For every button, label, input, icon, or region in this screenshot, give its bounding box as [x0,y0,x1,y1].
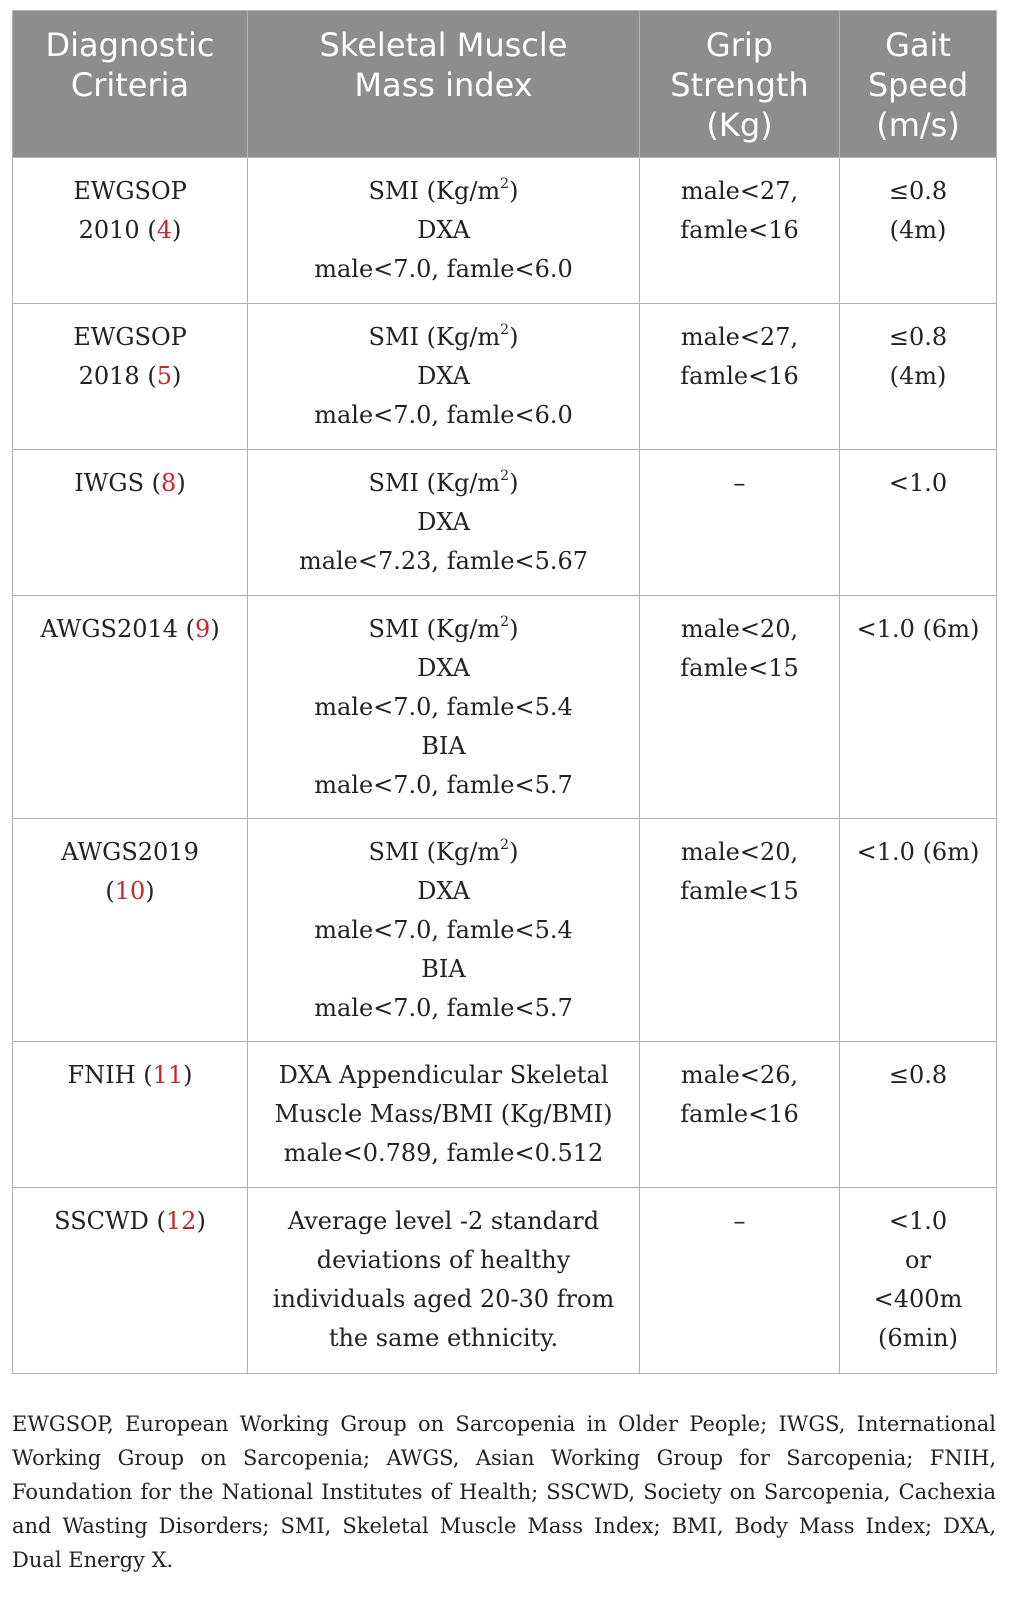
reference-link[interactable]: 9 [195,615,211,643]
diagnostic-criteria-table [12,10,997,1374]
smi-cell: SMI $(Kg/m^2)$ DXA male<7.0, famle<6.0 [248,304,640,450]
header-text: Gait [885,26,951,64]
gait-line: <1.0 (6m) [856,838,980,866]
smi-line: Muscle Mass/BMI (Kg/BMI) [274,1100,613,1128]
grip-line: famle<15 [680,654,799,682]
smi-line: SMI (Kg/m [368,615,501,643]
grip-cell [640,1042,840,1188]
smi-line: male<7.23, famle<5.67 [298,547,589,575]
smi-line: DXA [417,508,470,536]
criteria-cell: SSCWD (12) [13,1188,248,1374]
smi-line: male<7.0, famle<5.7 [314,771,573,799]
criteria-cell: FNIH (11) [13,1042,248,1188]
header-text: Diagnostic [45,26,215,64]
reference-link[interactable]: 4 [156,216,172,244]
gait-line: <1.0 [888,469,948,497]
table-row [13,304,997,450]
grip-line: – [733,469,746,497]
smi-cell [248,1042,640,1188]
smi-line: individuals aged 20-30 from [272,1285,615,1313]
criteria-cell: IWGS (8) [13,450,248,596]
grip-line: male<20, [680,615,799,643]
table-row [13,819,997,1042]
smi-line: DXA [417,362,470,390]
gait-line: <400m [873,1285,963,1313]
gait-cell [840,304,997,450]
grip-cell [640,450,840,596]
smi-line: SMI (Kg/m [368,177,501,205]
header-gait-speed [840,11,997,158]
smi-line: DXA [417,216,470,244]
grip-cell [640,819,840,1042]
superscript: 2 [500,837,510,853]
header-text: Mass index [354,66,533,104]
gait-line: <1.0 (6m) [856,615,980,643]
grip-cell [640,596,840,819]
smi-line: DXA [417,654,470,682]
criteria-cell: AWGS2014 (9) [13,596,248,819]
smi-line: male<7.0, famle<6.0 [314,255,573,283]
criteria-name: AWGS2019 [61,838,199,866]
smi-line: the same ethnicity. [328,1324,559,1352]
grip-cell [640,304,840,450]
grip-line: male<27, [680,323,799,351]
gait-line: (6min) [878,1324,958,1352]
criteria-cell: AWGS2019 (10) [13,819,248,1042]
table-footnote: EWGSOP, European Working Group on Sarcopenia in Older People; IWGS, International Working Group on Sarcopenia; AWGS, Asian Working Group for Sarcopenia; FNIH, Foundation for the National Institutes of Health; SSCWD, Society on Sarcopenia, Cachexia and Wasting Disorders; SMI, Skeletal Muscle Mass Index; BMI, Body Mass Index; DXA, Dual Energy X. [12,1412,996,1572]
table-row [13,1188,997,1374]
criteria-cell: EWGSOP 2010 (4) [13,158,248,304]
grip-line: famle<15 [680,877,799,905]
gait-line: <1.0 [888,1207,948,1235]
gait-cell [840,450,997,596]
table-row [13,1042,997,1188]
superscript: 2 [500,322,510,338]
reference-link[interactable]: 12 [165,1207,197,1235]
reference-link[interactable]: 8 [161,469,177,497]
gait-line: ≤0.8 [888,323,948,351]
gait-line: (4m) [889,216,947,244]
criteria-name: SSCWD [54,1207,149,1235]
gait-cell [840,819,997,1042]
criteria-name: AWGS2014 [40,615,179,643]
superscript: 2 [500,468,510,484]
gait-line: ≤0.8 [888,177,948,205]
criteria-name: IWGS [74,469,145,497]
smi-line: male<7.0, famle<5.7 [314,994,573,1022]
grip-line: – [733,1207,746,1235]
gait-line: ≤0.8 [888,1061,948,1089]
criteria-cell: EWGSOP 2018 (5) [13,304,248,450]
grip-line: famle<16 [680,1100,799,1128]
header-grip-strength [640,11,840,158]
gait-line: or [905,1246,931,1274]
criteria-name: FNIH [67,1061,136,1089]
smi-line: male<7.0, famle<5.4 [314,916,573,944]
smi-cell: SMI $(Kg/m^2)$ DXA male<7.0, famle<5.4 BIA male<7.0, famle<5.7 [248,596,640,819]
table-row [13,596,997,819]
smi-line: DXA [417,877,470,905]
header-text: (Kg) [706,106,773,144]
smi-line: SMI (Kg/m [368,323,501,351]
criteria-year: 2018 [78,362,140,390]
smi-line: SMI (Kg/m [368,469,501,497]
superscript: 2 [500,614,510,630]
smi-line: male<7.0, famle<6.0 [314,401,573,429]
grip-line: male<26, [680,1061,799,1089]
header-text: Skeletal Muscle [319,26,568,64]
grip-line: famle<16 [680,362,799,390]
smi-line: Average level -2 standard [287,1207,600,1235]
smi-cell: SMI $(Kg/m^2)$ DXA male<7.0, famle<5.4 BIA male<7.0, famle<5.7 [248,819,640,1042]
reference-link[interactable]: 10 [114,877,146,905]
gait-cell [840,1188,997,1374]
header-text: (m/s) [876,106,960,144]
criteria-name: EWGSOP [73,177,187,205]
grip-line: famle<16 [680,216,799,244]
criteria-name: EWGSOP [73,323,187,351]
smi-line: BIA [421,955,466,983]
smi-line: male<0.789, famle<0.512 [283,1139,604,1167]
header-diagnostic-criteria [13,11,248,158]
table-row [13,450,997,596]
smi-line: DXA Appendicular Skeletal [278,1061,609,1089]
grip-line: male<27, [680,177,799,205]
grip-cell [640,158,840,304]
reference-link[interactable]: 5 [156,362,172,390]
gait-cell [840,1042,997,1188]
grip-line: male<20, [680,838,799,866]
header-text: Criteria [70,66,190,104]
header-skeletal-muscle-mass-index [248,11,640,158]
smi-line: male<7.0, famle<5.4 [314,693,573,721]
smi-line: BIA [421,732,466,760]
header-text: Strength [670,66,809,104]
smi-line: SMI (Kg/m [368,838,501,866]
smi-line: deviations of healthy [316,1246,571,1274]
smi-cell: SMI $(Kg/m^2)$ DXA male<7.23, famle<5.67 [248,450,640,596]
gait-cell [840,158,997,304]
criteria-year: 2010 [78,216,140,244]
gait-line: (4m) [889,362,947,390]
gait-cell [840,596,997,819]
superscript: 2 [500,176,510,192]
table-container [12,10,996,1374]
reference-link[interactable]: 11 [152,1061,184,1089]
table-row [13,158,997,304]
header-text: Grip [705,26,774,64]
grip-cell [640,1188,840,1374]
header-text: Speed [867,66,969,104]
table-header-row [13,11,997,158]
smi-cell: SMI $(Kg/m^2)$ DXA male<7.0, famle<6.0 [248,158,640,304]
smi-cell [248,1188,640,1374]
